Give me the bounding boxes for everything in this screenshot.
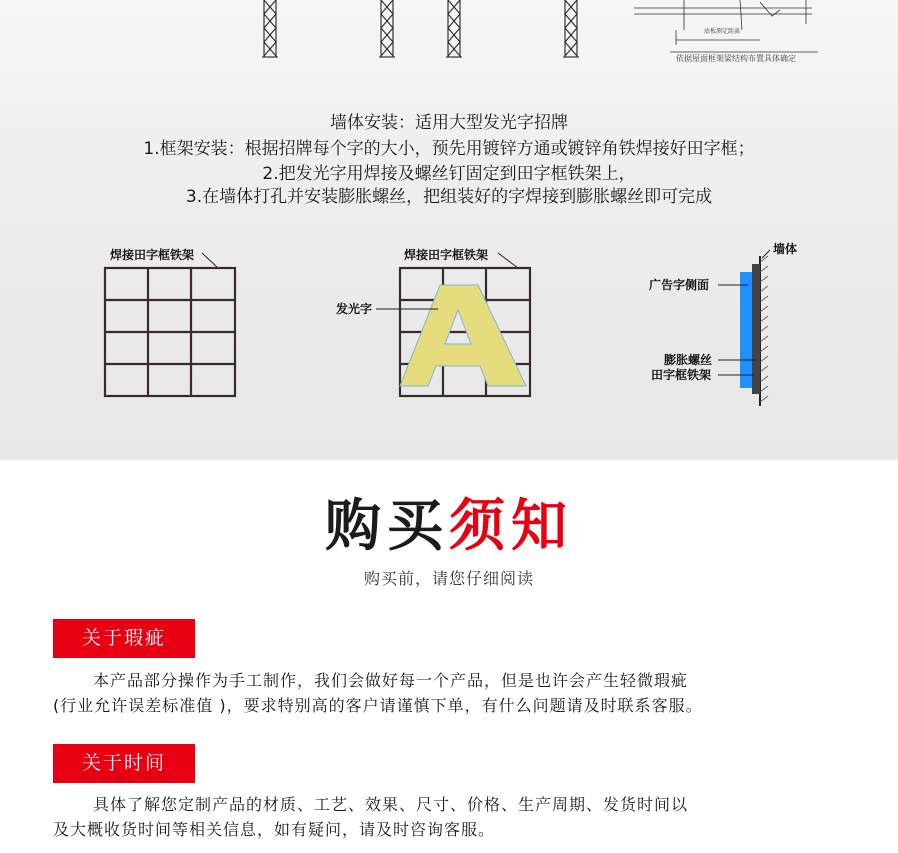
truss-column-1 (262, 0, 278, 57)
time-section-text (53, 792, 853, 842)
frame-diagram (100, 238, 245, 407)
frame-side-label: 田字框铁架 (651, 368, 712, 382)
glow-label: 发光字 (336, 302, 373, 316)
time-line-1: 具体了解您定制产品的材质、工艺、效果、尺寸、价格、生产周期、发货时间以 (93, 795, 689, 814)
wall-install-title: 墙体安装：适用大型发光字招牌 (330, 113, 568, 133)
truss-column-2 (379, 0, 395, 57)
height-label: 底板测定距离 (704, 28, 741, 35)
side-view-diagram (640, 238, 820, 417)
wall-label: 墙体 (773, 242, 798, 256)
wall-install-step-1: 1.框架安装：根据招牌每个字的大小，预先用镀锌方通或镀锌角铁焊接好田字框； (143, 139, 755, 159)
defect-line-1: 本产品部分操作为手工制作，我们会做好每一个产品，但是也许会产生轻微瑕疵 (93, 671, 689, 690)
title-red-part: 须知 (449, 494, 573, 559)
defect-line-2: (行业允许误差标准值 )，要求特别高的客户请谨慎下单，有什么问题请及时联系客服。 (53, 696, 703, 715)
frame-diagram-label: 焊接田字框铁架 (110, 248, 195, 262)
time-line-2: 及大概收货时间等相关信息，如有疑问，请及时咨询客服。 (53, 820, 496, 839)
wall-install-step-3: 3.在墙体打孔并安装膨胀螺丝，把组装好的字焊接到膨胀螺丝即可完成 (185, 187, 713, 207)
bolt-label: 膨胀螺丝 (664, 353, 713, 367)
letter-frame-diagram (330, 238, 540, 407)
purchase-notice-subtitle: 购买前，请您仔细阅读 (363, 569, 534, 588)
truss-column-4 (563, 0, 579, 57)
sign-side-panel (740, 272, 752, 388)
roof-beam-detail (634, 0, 818, 52)
time-section-tag: 关于时间 (53, 744, 195, 783)
glow-letter-glyph: A (330, 238, 331, 239)
defect-section-tag: 关于瑕疵 (53, 619, 195, 658)
side-label: 广告字侧面 (649, 278, 710, 292)
purchase-notice-title (0, 490, 898, 564)
wall-install-step-2: 2.把发光字用焊接及螺丝钉固定到田字框铁架上， (262, 164, 636, 184)
roof-note: 依据屋面框架梁结构布置具体确定 (676, 54, 796, 63)
truss-column-3 (446, 0, 462, 57)
truss-illustration (0, 0, 898, 70)
title-black-part: 购买 (325, 494, 449, 559)
defect-section-text (53, 668, 853, 718)
letter-frame-label: 焊接田字框铁架 (404, 248, 489, 262)
